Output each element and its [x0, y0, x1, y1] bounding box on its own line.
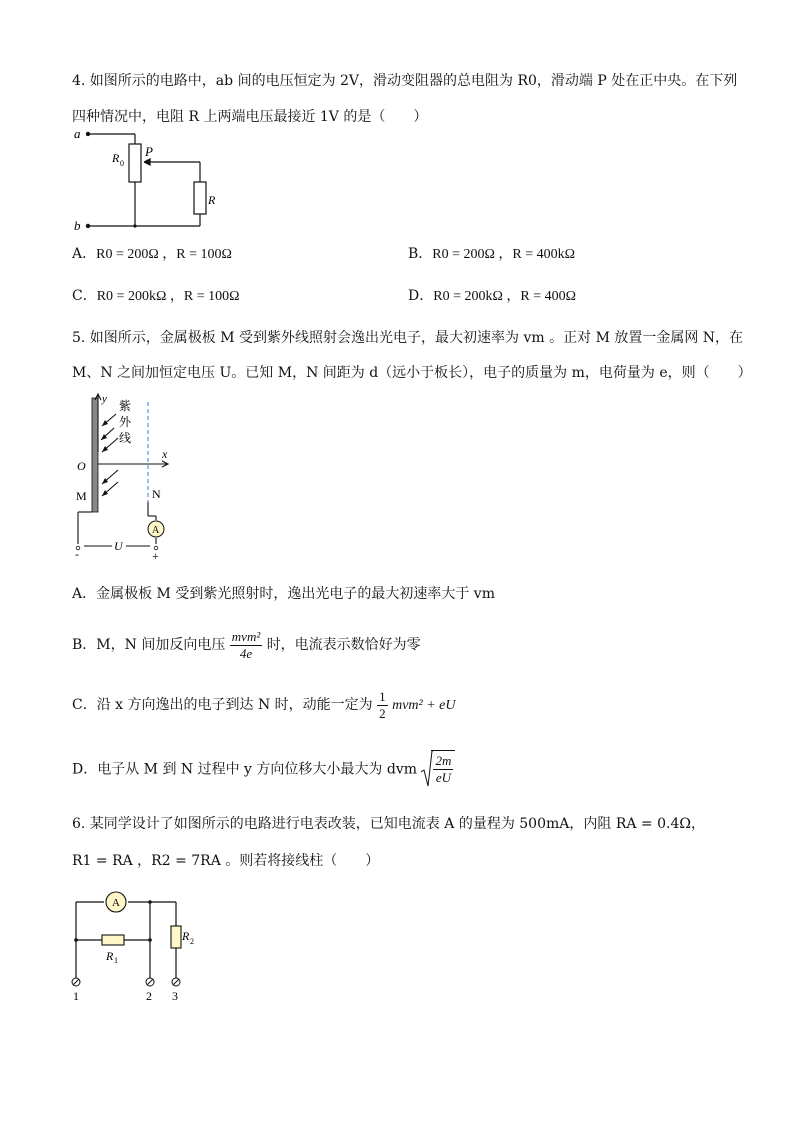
q5-line2: M、N 之间加恒定电压 U。已知 M，N 间距为 d（远小于板长），电子的质量为 m，电荷量为 e，则（ ）	[72, 365, 752, 381]
q5-option-d-numerator: 2m	[435, 753, 452, 769]
q5-option-d-pre: D．电子从 M 到 N 过程中 y 方向位移大小最大为 dvm	[72, 761, 418, 778]
r-label: R	[208, 193, 216, 207]
q6-line2: R1 = RA ，R2 = 7RA 。则若将接线柱（ ）	[72, 853, 380, 869]
q5-option-c-numerator: 1	[379, 688, 386, 704]
q5-option-d-denominator: eU	[435, 770, 451, 786]
q5-option-a[interactable]: A．金属极板 M 受到紫光照射时，逸出光电子的最大初速率大于 vm	[72, 586, 495, 602]
terminal-b-label: b	[74, 218, 81, 233]
q5-option-b-denominator: 4e	[239, 645, 253, 661]
x-axis-label: x	[162, 447, 168, 461]
q5-option-b-pre: B．M，N 间加反向电压	[72, 637, 226, 653]
plate-m-label: M	[76, 489, 87, 503]
terminal-1-label: 1	[73, 989, 79, 1003]
q4-option-c-text: R0 = 200kΩ ，R = 100Ω	[96, 289, 240, 304]
terminal-3-label: 3	[172, 989, 178, 1003]
q4-option-a[interactable]	[72, 245, 232, 264]
q4-option-b-text: R0 = 200Ω ，R = 400kΩ	[432, 247, 576, 262]
q5-option-b-numerator: mvm²	[231, 628, 261, 644]
q5-option-b-post: 时，电流表示数恰好为零	[266, 637, 421, 653]
q4-option-c[interactable]	[72, 287, 240, 306]
q5-option-c[interactable]	[72, 688, 455, 723]
y-axis-label: y	[102, 393, 107, 405]
ammeter-label: A	[152, 525, 160, 536]
q5-option-c-post: mvm² + eU	[392, 698, 456, 713]
r2-label: R	[182, 929, 190, 943]
q4-option-b[interactable]	[408, 245, 575, 264]
q4-option-d-label: D．	[408, 288, 434, 304]
uv-char-1: 紫	[119, 399, 132, 413]
r0-label: R	[112, 151, 120, 165]
r1-sub: 1	[114, 956, 118, 965]
q4-option-c-label: C．	[72, 288, 97, 304]
q4-line1: 4. 如图所示的电路中，ab 间的电压恒定为 2V，滑动变阻器的总电阻为 R0，滑动端 P 处在正中央。在下列	[72, 73, 738, 89]
q5-option-b[interactable]	[72, 628, 421, 662]
q5-option-d[interactable]	[72, 750, 455, 789]
q5-line1: 5. 如图所示，金属极板 M 受到紫外线照射会逸出光电子，最大初速率为 vm 。正对 M 放置一金属网 N，在	[72, 330, 744, 346]
r0-sub: 0	[120, 159, 124, 168]
origin-label: O	[77, 459, 86, 473]
r1-label: R	[106, 949, 114, 963]
r2-sub: 2	[190, 937, 194, 946]
q6-line1: 6. 某同学设计了如图所示的电路进行电表改装，已知电流表 A 的量程为 500mA，内阻 RA = 0.4Ω，	[72, 816, 705, 832]
q5-option-d-sqrt	[421, 750, 455, 789]
slider-p-label: P	[145, 144, 153, 159]
q5-option-c-fraction	[377, 689, 388, 722]
q4-option-a-text: R0 = 200Ω ，R = 100Ω	[96, 247, 232, 262]
q4-option-d[interactable]	[408, 287, 576, 306]
q4-option-d-text: R0 = 200kΩ ，R = 400Ω	[433, 289, 577, 304]
terminal-a-label: a	[74, 126, 81, 141]
q5-option-b-fraction	[230, 629, 262, 662]
voltage-u-label: U	[114, 539, 123, 553]
q4-option-b-label: B．	[408, 246, 433, 262]
q5-option-c-pre: C．沿 x 方向逸出的电子到达 N 时，动能一定为	[72, 697, 373, 713]
q6-meter-circuit-figure	[66, 888, 206, 1006]
sqrt-sign-icon	[421, 750, 433, 788]
q4-circuit-figure	[72, 126, 232, 236]
q5-photoelectric-figure	[72, 392, 182, 562]
terminal-2-label: 2	[146, 989, 152, 1003]
q4-line2: 四种情况中，电阻 R 上两端电压最接近 1V 的是（ ）	[72, 109, 428, 125]
minus-terminal-label: -	[75, 547, 79, 561]
ammeter-a-label: A	[112, 897, 120, 909]
uv-char-3: 线	[119, 431, 132, 445]
mesh-n-label: N	[152, 487, 161, 501]
uv-char-2: 外	[119, 415, 132, 429]
q5-option-c-denominator: 2	[379, 705, 386, 721]
plus-terminal-label: +	[152, 549, 159, 562]
q4-option-a-label: A．	[72, 246, 97, 262]
